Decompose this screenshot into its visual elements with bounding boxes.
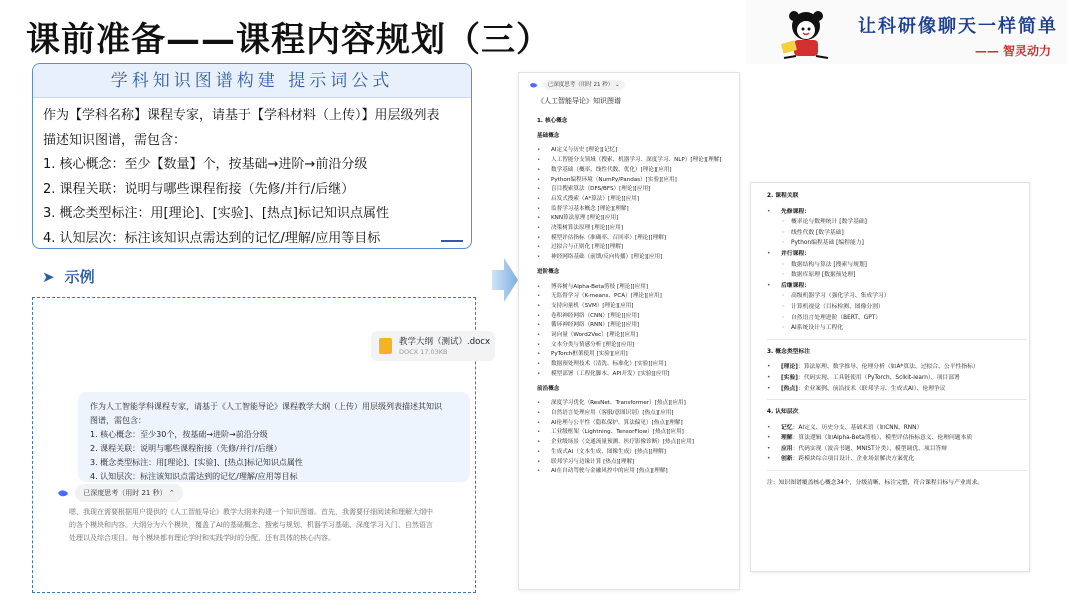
slide-title: 课前准备——课程内容规划（三） — [26, 20, 551, 60]
list-item — [537, 419, 737, 429]
level-entry — [781, 444, 947, 455]
bullet-dot: • — [537, 195, 541, 202]
user-message-line: 作为人工智能学科课程专家，请基于《人工智能导论》课程教学大纲（上传）用层级列表描述其知识 — [90, 402, 442, 411]
bullet-dot: • — [537, 293, 541, 300]
bullet-dot: ◦ — [781, 219, 785, 226]
list-item — [767, 433, 1027, 444]
list-item — [767, 423, 1027, 434]
bullet-dot: • — [537, 166, 541, 173]
bullet-dot: • — [767, 445, 771, 452]
list-item-text: 线性代数 [数学基础] — [791, 229, 844, 236]
bullet-dot: • — [537, 370, 541, 377]
bullet-dot: • — [767, 435, 771, 442]
list-item — [537, 467, 737, 477]
bullet-dot: • — [537, 157, 541, 164]
bullet-dot: • — [537, 361, 541, 368]
bullet-dot: • — [767, 385, 771, 392]
types-list — [767, 362, 1027, 394]
level-text: ：跨模块综合项目设计、企业场景解决方案优化 — [792, 456, 915, 463]
list-item-text: 支持向量机（SVM）[理论][应用] — [551, 302, 634, 309]
bullet-dot: ◦ — [781, 325, 785, 332]
list-item-text: 神经网络基础（前馈/反向传播）[理论][应用] — [551, 254, 663, 261]
prompt-card-header: 学科知识图谱构建 提示词公式 — [33, 64, 471, 98]
type-tag: [实验] — [781, 374, 798, 381]
list-item-text: 生成式AI（文本生成、图像生成）[热点][理解] — [551, 448, 666, 455]
kg-thinking-status[interactable] — [543, 80, 625, 90]
triangle-bullet-icon: ➤ — [42, 268, 55, 286]
list-item — [537, 166, 737, 176]
follow-list — [767, 291, 1027, 333]
types-section-heading: 3. 概念类型标注 — [767, 348, 811, 355]
list-item-text: 数据预处理技术（清洗、标准化）[实验][应用] — [551, 361, 667, 368]
list-item — [537, 350, 737, 360]
type-entry — [781, 362, 979, 373]
list-item-text: AI在自动驾驶与金融风控中的应用 [热点][理解] — [551, 468, 668, 475]
level-tag: 理解 — [781, 435, 793, 442]
list-item — [537, 448, 737, 458]
type-tag: [理论] — [781, 364, 798, 371]
reply-line: 处理以及综合项目。每个模块都有理论学时和实践学时的分配，还有具体的核心内容。 — [69, 534, 335, 542]
knowledge-graph-response — [518, 72, 740, 590]
brand-signature: —— 智灵动力 — [974, 44, 1051, 58]
list-item — [767, 373, 1027, 384]
list-item — [537, 438, 737, 448]
prompt-line: 2. 课程关联：说明与哪些课程衔接（先修/并行/后继） — [43, 181, 355, 197]
user-message-bubble — [78, 392, 470, 482]
list-item — [537, 292, 737, 302]
list-item-text: Python编程基础 [编程能力] — [791, 240, 864, 247]
list-item — [537, 146, 737, 156]
bullet-dot: ◦ — [781, 293, 785, 300]
reply-line: 嗯，我现在需要根据用户提供的《人工智能导论》教学大纲来构建一个知识图谱。首先，我需要仔细阅读和理解大纲中 — [69, 508, 433, 516]
divider — [767, 399, 1027, 400]
list-item-text: 启发式搜索（A*算法）[理论][应用] — [551, 195, 640, 202]
bullet-dot: • — [537, 186, 541, 193]
list-item-text: 文本分类与情感分析 [理论][应用] — [551, 341, 635, 348]
kg-section-heading: 1. 核心概念 — [537, 118, 568, 124]
relations-section-heading: 2. 课程关联 — [767, 193, 799, 199]
level-entry — [781, 423, 922, 434]
list-item-text: 人工智能分支领域（搜索、机器学习、深度学习、NLP）[理论][理解] — [551, 157, 722, 164]
bullet-dot: • — [537, 439, 541, 446]
list-item-text: 过拟合与正则化 [理论][理解] — [551, 244, 624, 251]
list-item-text: AI定义与历史 [理论][记忆] — [551, 147, 618, 154]
list-item — [537, 370, 737, 380]
mascot-logo — [774, 6, 838, 62]
kg-group-heading: 进阶概念 — [537, 268, 560, 275]
bullet-dot: ◦ — [781, 314, 785, 321]
user-message-line: 图谱，需包含： — [90, 416, 146, 425]
prompt-formula-card — [32, 63, 472, 249]
kg-response-header — [529, 80, 625, 90]
bullet-dot: • — [537, 205, 541, 212]
list-item-text: 无监督学习（K-means、PCA）[理论][应用] — [551, 293, 662, 300]
list-item — [537, 156, 737, 166]
list-item — [537, 321, 737, 331]
bullet-dot: • — [767, 456, 771, 463]
bullet-dot: ◦ — [781, 303, 785, 310]
course-relations-response — [750, 182, 1030, 572]
list-item-text: 监督学习基本概念 [理论][理解] — [551, 205, 629, 212]
reply-thinking-text — [69, 506, 471, 545]
bullet-dot: • — [537, 322, 541, 329]
list-item — [537, 205, 737, 215]
bullet-dot: • — [537, 176, 541, 183]
parallel-list — [767, 260, 1027, 281]
parallel-label: 并行课程： — [781, 250, 810, 257]
list-item — [767, 228, 1027, 239]
list-item-text: 企业级场景（交通流量预测、医疗影像诊断）[热点][应用] — [551, 439, 694, 446]
divider — [767, 470, 1027, 471]
list-item-text: 数据结构与算法 [搜索与规划] — [791, 261, 867, 268]
card-corner-accent — [441, 240, 463, 242]
list-item — [537, 302, 737, 312]
level-tag: 创新 — [781, 456, 793, 463]
user-message-line: 2. 课程关联：说明与哪些课程衔接（先修/并行/后继） — [90, 444, 282, 453]
prompt-line: 4. 认知层次：标注该知识点需达到的记忆/理解/应用等目标 — [43, 230, 381, 246]
prereq-list — [767, 217, 1027, 249]
reply-header — [57, 484, 183, 502]
bullet-dot: ◦ — [781, 229, 785, 236]
divider — [767, 339, 1027, 340]
uploaded-file-chip[interactable] — [371, 331, 495, 361]
bullet-dot: ◦ — [781, 261, 785, 268]
list-item: • 后继课程： — [767, 281, 1027, 292]
list-item — [537, 224, 737, 234]
list-item — [537, 234, 737, 244]
relations-content — [767, 191, 1027, 489]
list-item — [767, 362, 1027, 373]
bullet-dot: ◦ — [781, 272, 785, 279]
list-item-text: 卷积神经网络（CNN）[理论][应用] — [551, 312, 640, 319]
list-item-text: 计算机视觉（目标检测、图像分割） — [791, 303, 884, 310]
kg-group-heading: 前沿概念 — [537, 385, 560, 392]
file-size: DOCX 17.03KB — [399, 348, 448, 356]
list-item-text: Python编程环境（NumPy/Pandas）[实验][应用] — [551, 176, 677, 183]
list-item — [767, 260, 1027, 271]
assistant-whale-icon — [529, 81, 538, 89]
list-item: • 并行课程： — [767, 249, 1027, 260]
list-item — [537, 312, 737, 322]
bullet-dot: • — [537, 312, 541, 319]
list-item — [537, 253, 737, 263]
kg-title: 《人工智能导论》知识图谱 — [537, 97, 621, 105]
list-item-text: 模型评估指标（准确率、召回率）[理论][理解] — [551, 234, 667, 241]
bullet-dot: • — [537, 302, 541, 309]
bullet-dot: • — [537, 234, 541, 241]
bullet-dot: • — [767, 424, 771, 431]
bullet-dot: • — [537, 332, 541, 339]
chevron-up-icon: ⌃ — [168, 489, 175, 497]
bullet-dot: • — [537, 409, 541, 416]
list-item-text: 词向量（Word2Vec）[理论][应用] — [551, 332, 638, 339]
level-text: ：算法逻辑（如Alpha-Beta剪枝）、模型评估指标意义、伦理问题本质 — [792, 435, 973, 442]
list-item-text: 自然语言处理进阶（BERT、GPT） — [791, 314, 882, 321]
list-item-text: 高级机器学习（强化学习、集成学习） — [791, 293, 890, 300]
prompt-card-body — [33, 98, 471, 257]
list-item — [767, 217, 1027, 228]
list-item-text: AI伦理与公平性（隐私保护、算法偏见）[热点][理解] — [551, 419, 683, 426]
reply-line: 的各个模块和内容。大纲分为六个模块，覆盖了AI的基础概念、搜索与规划、机器学习基础、深度学习入门、自然语言 — [69, 521, 433, 529]
thinking-status-toggle[interactable] — [75, 484, 182, 502]
prereq-label: 先修课程： — [781, 208, 810, 215]
list-item — [767, 238, 1027, 249]
right-arrow-icon — [492, 256, 518, 304]
list-item — [537, 399, 737, 409]
list-item-text: 深度学习优化（ResNet、Transformer）[热点][应用] — [551, 400, 686, 407]
kg-thinking-status-text: 已深度思考（用时 21 秒） — [547, 82, 614, 88]
list-item-text: 数学基础（概率、线性代数、优化）[理论][应用] — [551, 166, 672, 173]
level-text: ：代码实现（波音书题、MNIST分类）、模型调优、项目答辩 — [792, 445, 948, 452]
list-item — [537, 243, 737, 253]
list-item-text: AI系统设计与工程化 — [791, 325, 844, 332]
list-item-text: 决策树算法原理 [理论][应用] — [551, 225, 624, 232]
type-entry — [781, 373, 960, 384]
list-item-text: 工业级框架（Lightning、TensorFlow）[热点][应用] — [551, 429, 684, 436]
chat-example-panel — [32, 297, 491, 593]
list-item: • 先修课程： — [767, 207, 1027, 218]
list-item — [767, 313, 1027, 324]
kg-group-heading: 基础概念 — [537, 132, 560, 139]
list-item-text: 概率论与数理统计 [数学基础] — [791, 219, 867, 226]
list-item — [537, 341, 737, 351]
bullet-dot: • — [537, 351, 541, 358]
list-item — [537, 428, 737, 438]
bullet-dot: • — [767, 374, 771, 381]
list-item — [537, 360, 737, 370]
example-label-text: 示例 — [64, 268, 95, 286]
list-item — [767, 444, 1027, 455]
list-item-text: 博弈树与Alpha-Beta剪枝 [理论][应用] — [551, 283, 649, 290]
brand-slogan: 让科研像聊天一样简单 — [858, 16, 1058, 37]
bullet-dot: ◦ — [781, 240, 785, 247]
bullet-dot: • — [767, 364, 771, 371]
list-item — [767, 323, 1027, 334]
list-item — [767, 291, 1027, 302]
levels-list — [767, 423, 1027, 465]
file-name: 教学大纲（测试）.docx — [399, 337, 491, 347]
type-entry — [781, 384, 946, 395]
list-item — [767, 454, 1027, 465]
type-text: ：企业案例、前沿技术（联邦学习、生成式AI）、伦理争议 — [797, 385, 946, 392]
bullet-dot: • — [537, 458, 541, 465]
list-item — [537, 283, 737, 293]
list-item-text: KNN算法原理 [理论][应用] — [551, 215, 619, 222]
bullet-dot: • — [537, 147, 541, 154]
list-item — [537, 409, 737, 419]
level-tag: 应用 — [781, 445, 793, 452]
list-item-text: 自然语言处理应用（客服/意图识别）[热点][应用] — [551, 409, 674, 416]
bullet-dot: • — [537, 419, 541, 426]
prompt-line: 1. 核心概念：至少【数量】个，按基础→进阶→前沿分级 — [43, 157, 368, 172]
bullet-dot: • — [537, 468, 541, 475]
list-item — [767, 270, 1027, 281]
brand-banner — [746, 0, 1067, 64]
list-item-text: 联邦学习与边缘计算 [热点][理解] — [551, 458, 635, 465]
list-item — [537, 331, 737, 341]
user-message-line: 3. 概念类型标注：用[理论]、[实验]、[热点]标记知识点属性 — [90, 458, 303, 467]
chevron-down-icon: ⌄ — [615, 82, 620, 88]
list-item — [537, 458, 737, 468]
bullet-dot: • — [537, 341, 541, 348]
prompt-line: 描述知识图谱，需包含： — [43, 132, 187, 148]
list-item — [537, 195, 737, 205]
list-item — [767, 302, 1027, 313]
level-tag: 记忆 — [781, 424, 793, 431]
list-item — [537, 185, 737, 195]
level-text: ：AI定义、历史分支、基础术语（如CNN、RNN） — [792, 424, 923, 431]
user-message-line: 4. 认知层次：标注该知识点需达到的记忆/理解/应用等目标 — [90, 472, 298, 481]
follow-label: 后继课程： — [781, 282, 810, 289]
bullet-dot: • — [537, 400, 541, 407]
type-text: ：代码实现、工具链使用（PyTorch、Scikit-learn）、项目部署 — [797, 374, 960, 381]
thinking-status-text: 已深度思考（用时 21 秒） — [83, 489, 167, 497]
example-heading — [42, 266, 95, 287]
type-text: ：算法原理、数学推导、伦理分析（如A*算法、过拟合、公平性指标） — [797, 364, 979, 371]
bullet-dot: • — [537, 448, 541, 455]
bullet-dot: • — [537, 215, 541, 222]
bullet-dot: • — [537, 429, 541, 436]
prompt-line: 作为【学科名称】课程专家，请基于【学科材料（上传）】用层级列表 — [43, 108, 440, 123]
list-item-text: 循环神经网络（RNN）[理论][应用] — [551, 322, 640, 329]
list-item — [537, 176, 737, 186]
document-file-icon — [379, 338, 392, 354]
bullet-dot: • — [537, 244, 541, 251]
levels-section-heading: 4. 认知层次 — [767, 409, 799, 416]
kg-content — [537, 117, 737, 477]
bullet-dot: • — [537, 225, 541, 232]
level-entry — [781, 454, 914, 465]
level-entry — [781, 433, 972, 444]
summary-note: 注：知识图谱覆盖核心概念34个，分级清晰，标注完整，符合课程目标与产业需求。 — [767, 480, 984, 487]
list-item-text: 模型部署（工程化脚本、API开发）[实验][应用] — [551, 370, 670, 377]
type-tag: [热点] — [781, 385, 798, 392]
list-item-text: 数据库原理 [数据预处理] — [791, 272, 856, 279]
assistant-whale-icon — [57, 488, 69, 498]
prompt-line: 3. 概念类型标注：用[理论]、[实验]、[热点]标记知识点属性 — [43, 206, 389, 221]
list-item — [767, 384, 1027, 395]
list-item-text: 盲目搜索算法（DFS/BFS）[理论][应用] — [551, 186, 651, 193]
user-message-line: 1. 核心概念：至少30个，按基础→进阶→前沿分级 — [90, 430, 268, 439]
list-item — [537, 214, 737, 224]
bullet-dot: • — [537, 254, 541, 261]
list-item-text: PyTorch框架使用 [实验][应用] — [551, 351, 628, 358]
bullet-dot: • — [537, 283, 541, 290]
